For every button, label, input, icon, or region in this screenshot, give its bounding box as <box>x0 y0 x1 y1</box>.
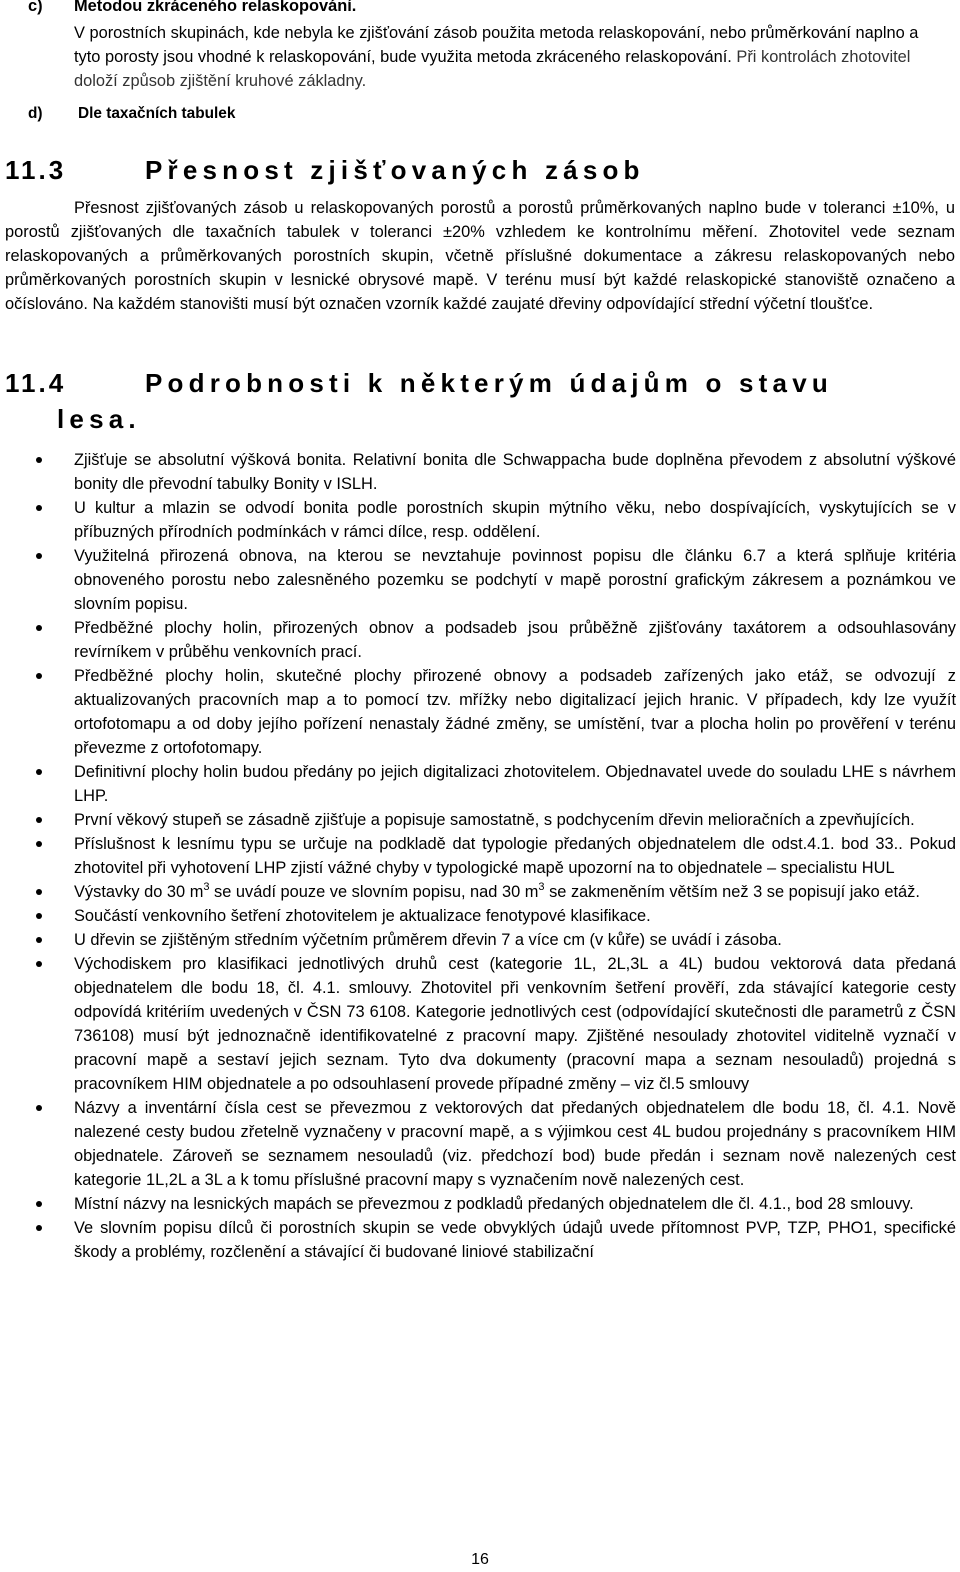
paragraph-11-3-sentence-3: Na každém stanovišti musí být označen vzorník každé zaujaté dřeviny odpovídající střední výčetní tloušťce. <box>92 295 874 313</box>
details-bullet-list <box>0 448 956 1264</box>
subsection-d-heading <box>28 102 235 126</box>
subsection-d-title: Dle taxačních tabulek <box>78 105 236 122</box>
heading-11-3 <box>5 152 645 188</box>
list-item-text: Ve slovním popisu dílců či porostních skupin se vede obvyklých údajů uvede přítomnost PVP, TZP, PHO1, specifické škody a problémy, rozčlenění a stávající či budované liniové stabilizační <box>74 1219 956 1261</box>
list-item-text: Názvy a inventární čísla cest se převezmou z vektorových dat předaných objednatelem dle bodu 18, čl. 4.1. Nově nalezené cesty budou zřetelně vyznačeny v pracovní mapě, a s výjimkou cest 4L budou projednány s pracovníkem HIM objednatele. Zároveň se seznamem nesouladů (viz. předchozí bod) bude předán i seznam nově nalezených cest kategorie 1L,2L a 3L a k tomu příslušné pracovní mapy s vyznačením nově nalezených cest. <box>74 1099 956 1189</box>
bullet-icon <box>36 1105 42 1111</box>
superscript-cubed: 3 <box>538 880 545 893</box>
list-item <box>0 664 956 760</box>
bullet-icon <box>36 1225 42 1231</box>
list-item-text: U dřevin se zjištěným středním výčetním průměrem dřevin 7 a více cm (v kůře) se uvádí i zásoba. <box>74 931 782 949</box>
heading-11-4-title-line-1: Podrobnosti k některým údajům o stavu <box>145 368 833 398</box>
bullet-icon <box>36 913 42 919</box>
subsection-c-label: c) <box>28 0 43 15</box>
list-item <box>0 880 956 904</box>
paragraph-11-3-sentence-1: Přesnost zjišťovaných zásob u relaskopovaných porostů a porostů průměrkovaných naplno bude v toleranci ±10%, u porostů zjišťovaných dle taxačních tabulek v toleranci ±20% vzhledem ke kontrolnímu měření. <box>5 199 955 241</box>
list-item-text: Využitelná přirozená obnova, na kterou se nevztahuje povinnost popisu dle článku 6.7 a která splňuje kritéria obnoveného porostu nebo zalesněného pozemku se podchytí v mapě porostní grafickým zákresem a poznámkou ve slovním popisu. <box>74 547 956 613</box>
list-item <box>0 1192 956 1216</box>
list-item <box>0 760 956 808</box>
list-item-text: Předběžné plochy holin, skutečné plochy přirozené obnovy a podsadeb zařízených jako etáž, se odvozují z aktualizovaných pracovních map a to pomocí tzv. mřížky nebo digitalizací jejich hranic. V případech, kdy lze využít ortofotomapu a od doby jejího pořízení nenastaly žádné změny, se umístění, tvar a plocha holin po prověření v terénu převezme z ortofotomapy. <box>74 667 956 757</box>
list-item-text: Příslušnost k lesnímu typu se určuje na podkladě dat typologie předaných objednatelem dle odst.4.1. bod 33.. Pokud zhotovitel při vyhotovení LHP zjistí vážné chyby v typologické mapě upozorní na to objednatele – specialistu HUL <box>74 835 956 877</box>
list-item-text: Východiskem pro klasifikaci jednotlivých druhů cest (kategorie 1L, 2L,3L a 4L) budou vektorová data předaná objednatelem dle bodu 18, čl. 4.1. smlouvy. Zhotovitel při venkovním šetření prověří, zda stávající kategorie cesty odpovídá kritériím uvedených v ČSN 73 6108. Kategorie jednotlivých cest (odpovídající skutečnosti dle parametrů z ČSN 736108) musí být jednoznačně identifikovatelné z pracovní mapy. Zjištěné nesoulady zhotovitel viditelně vyznačí v pracovní mapě a sestaví jejich seznam. Tyto dva dokumenty (pracovní mapa a seznam nesouladů) projedná s pracovníkem HIM objednatele a po odsouhlasení provede případné změny – viz čl.5 smlouvy <box>74 955 956 1093</box>
bullet-icon <box>36 769 42 775</box>
list-item-text: se zakmeněním větším než 3 se popisují jako etáž. <box>544 883 920 901</box>
bullet-icon <box>36 841 42 847</box>
bullet-icon <box>36 817 42 823</box>
subsection-c-title: Metodou zkráceného relaskopování. <box>74 0 357 15</box>
list-item-text: Součástí venkovního šetření zhotovitelem je aktualizace fenotypové klasifikace. <box>74 907 651 925</box>
paragraph-11-3 <box>5 196 955 316</box>
list-item-text: Výstavky do 30 m <box>74 883 204 901</box>
paragraph-11-3-sentence-2: Zhotovitel vede seznam relaskopovaných a průměrkovaných porostních skupin, včetně příslušné dokumentace a zákresu relaskopovaných nebo průměrkovaných porostních skupin v lesnické obrysové mapě. V terénu musí být každé relaskopické stanoviště označeno a očíslováno. <box>5 223 956 313</box>
list-item <box>0 616 956 664</box>
bullet-icon <box>36 673 42 679</box>
bullet-icon <box>36 961 42 967</box>
list-item <box>0 544 956 616</box>
subsection-d-label: d) <box>28 105 43 122</box>
subsection-c-heading <box>28 0 356 18</box>
bullet-icon <box>36 457 42 463</box>
list-item-text: U kultur a mlazin se odvodí bonita podle porostních skupin mýtního věku, nebo dospívajících, vyskytujících se v příbuzných přírodních podmínkách v rámci dílce, resp. oddělení. <box>74 499 956 541</box>
heading-11-4 <box>5 365 833 437</box>
list-item <box>0 952 956 1096</box>
heading-11-3-title: Přesnost zjišťovaných zásob <box>145 155 645 185</box>
list-item <box>0 928 956 952</box>
list-item <box>0 904 956 928</box>
list-item-text: Zjišťuje se absolutní výšková bonita. Relativní bonita dle Schwappacha bude doplněna převodem z absolutní výškové bonity dle převodní tabulky Bonity v ISLH. <box>74 451 956 493</box>
list-item <box>0 496 956 544</box>
list-item <box>0 1216 956 1264</box>
subsection-c-body-extra: Při kontrolách zhotovitel doloží způsob zjištění kruhové základny. <box>74 48 911 90</box>
bullet-icon <box>36 889 42 895</box>
subsection-c-body: V porostních skupinách, kde nebyla ke zjišťování zásob použita metoda relaskopování, nebo průměrkování naplno a tyto porosty jsou vhodné k relaskopování, bude využita metoda zkráceného relaskopování. <box>74 24 919 66</box>
list-item-text: Místní názvy na lesnických mapách se převezmou z podkladů předaných objednatelem dle čl. 4.1., bod 28 smlouvy. <box>74 1195 914 1213</box>
paragraph-11-3-text <box>5 196 955 316</box>
list-item <box>0 832 956 880</box>
list-item <box>0 1096 956 1192</box>
heading-11-4-number: 11.4 <box>5 368 67 398</box>
bullet-icon <box>36 625 42 631</box>
superscript-cubed: 3 <box>203 880 210 893</box>
bullet-icon <box>36 505 42 511</box>
list-item-text: Definitivní plochy holin budou předány po jejich digitalizaci zhotovitelem. Objednavatel uvede do souladu LHE s návrhem LHP. <box>74 763 956 805</box>
list-item-text: se uvádí pouze ve slovním popisu, nad 30 m <box>209 883 539 901</box>
subsection-c-text <box>74 21 936 93</box>
list-item-text: První věkový stupeň se zásadně zjišťuje a popisuje samostatně, s podchycením dřevin melioračních a zpevňujících. <box>74 811 915 829</box>
list-item <box>0 808 956 832</box>
bullet-icon <box>36 553 42 559</box>
heading-11-3-number: 11.3 <box>5 155 67 185</box>
bullet-icon <box>36 937 42 943</box>
list-item <box>0 448 956 496</box>
page-number: 16 <box>471 1551 489 1568</box>
bullet-icon <box>36 1201 42 1207</box>
list-item-text: Předběžné plochy holin, přirozených obnov a podsadeb jsou průběžně zjišťovány taxátorem a odsouhlasovány revírníkem v průběhu venkovních prací. <box>74 619 956 661</box>
heading-11-4-title-line-2: lesa. <box>57 404 141 434</box>
